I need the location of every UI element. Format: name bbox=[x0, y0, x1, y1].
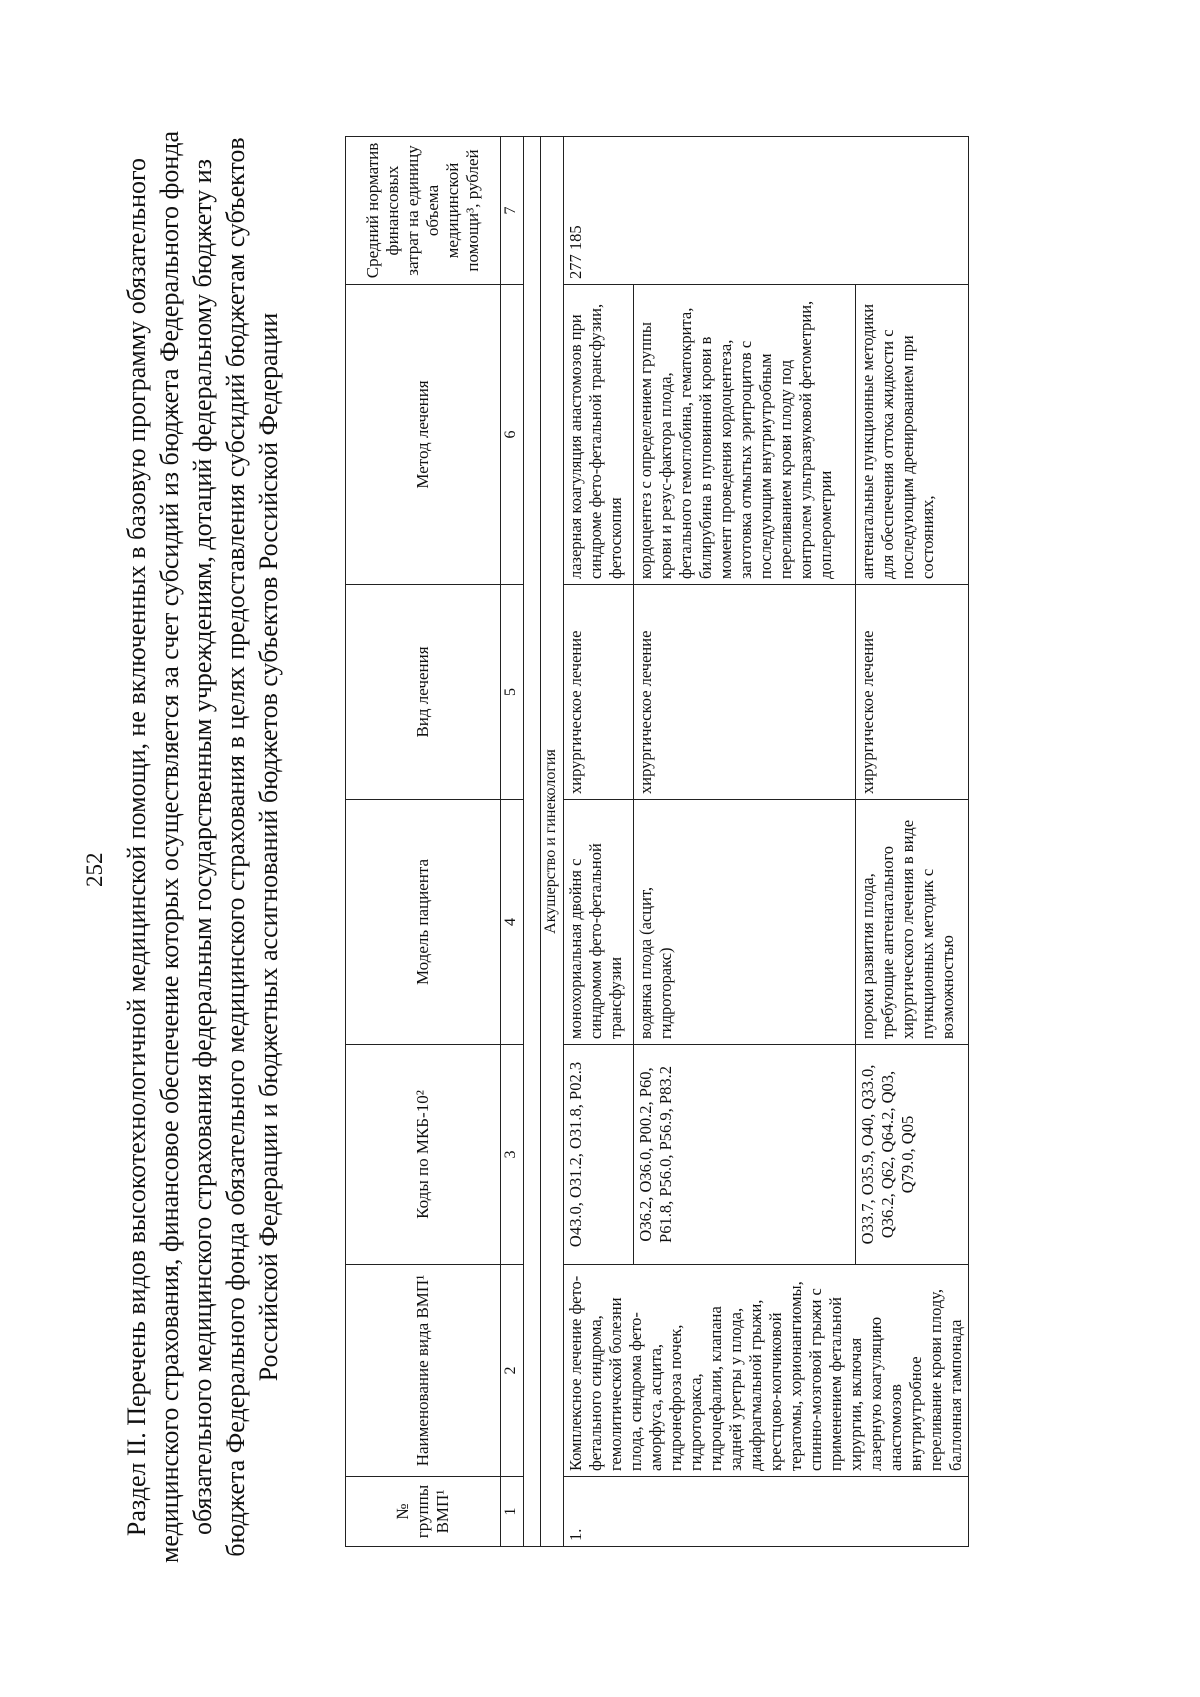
vmp-table bbox=[345, 136, 969, 1547]
column-number: 5 bbox=[501, 585, 524, 800]
column-number: 1 bbox=[501, 1477, 524, 1547]
column-number: 6 bbox=[501, 285, 524, 585]
treatment-method: кордоцентез с определением группы крови и резус-фактора плода, фетального гемоглобина, гематокрита, билирубина в пуповинной крови в момент проведения кордоцентеза, заготовка отмытых эритроцитов с последующим внутриутробным переливанием крови плоду под контролем ультразвуковой фетометрии, доплерометрии bbox=[634, 285, 855, 585]
column-number-row bbox=[501, 137, 524, 1547]
treatment-type: хирургическое лечение bbox=[634, 585, 855, 800]
treatment-type: хирургическое лечение bbox=[855, 585, 968, 800]
page-number: 252 bbox=[82, 852, 107, 887]
header-treatment-type: Вид лечения bbox=[346, 585, 501, 800]
icd-codes: O43.0, O31.2, O31.8, P02.3 bbox=[564, 1045, 634, 1265]
column-number: 3 bbox=[501, 1045, 524, 1265]
treatment-method: антенатальные пункционные методики для обеспечения оттока жидкости с последующим дренированием при состояниях, bbox=[855, 285, 968, 585]
patient-model: пороки развития плода, требующие антенатального хирургического лечения в виде пункционных методик с возможностью bbox=[855, 800, 968, 1045]
header-cost: Средний норматив финансовых затрат на единицу объема медицинской помощи³, рублей bbox=[346, 137, 501, 285]
table-row bbox=[564, 137, 634, 1547]
column-number: 7 bbox=[501, 137, 524, 285]
header-vmp-name: Наименование вида ВМП¹ bbox=[346, 1265, 501, 1477]
column-number: 4 bbox=[501, 800, 524, 1045]
header-treatment-method: Метод лечения bbox=[346, 285, 501, 585]
header-icd-codes: Коды по МКБ-10² bbox=[346, 1045, 501, 1265]
header-row bbox=[346, 137, 501, 1547]
group-number: 1. bbox=[564, 1477, 969, 1547]
vmp-name: Комплексное лечение фето-фетального синдрома, гемолитической болезни плода, синдрома фето-аморфуса, асцита, гидронефроза почек, гидроторакса, гидроцефалии, клапана задней уретры у плода, диафрагмальной грыжи, крестцово-копчиковой тератомы, хорионангиомы, спинно-мозговой грыжи с применением фетальной хирургии, включая лазерную коагуляцию анастомозов внутриутробное переливание крови плоду, баллонная тампонада bbox=[564, 1265, 969, 1477]
header-patient-model: Модель пациента bbox=[346, 800, 501, 1045]
patient-model: водянка плода (асцит, гидроторакс) bbox=[634, 800, 855, 1045]
section-title: Раздел II. Перечень видов высокотехнологичной медицинской помощи, не включенных в базовую программу обязательного медицинского страхования, финансовое обеспечение которых осуществляется за счет субсидий из бюджета Федерального фонда обязательного медицинского страхования федеральным государственным учреждениям, дотаций федеральному бюджету из бюджета Федерального фонда обязательного медицинского страхования в целях предоставления субсидий бюджетам субъектов Российской Федерации и бюджетных ассигнований бюджетов субъектов Российской Федерации bbox=[122, 130, 283, 1564]
section-heading: Акушерство и гинекология bbox=[541, 137, 564, 1547]
spacer-row bbox=[524, 137, 541, 1547]
section-row bbox=[541, 137, 564, 1547]
icd-codes: O33.7, O35.9, O40, Q33.0, Q36.2, Q62, Q64.2, Q03, Q79.0, Q05 bbox=[855, 1045, 968, 1265]
patient-model: монохориальная двойня с синдромом фето-фетальной трансфузии bbox=[564, 800, 634, 1045]
header-group-number: № группы ВМП¹ bbox=[346, 1477, 501, 1547]
spacer-cell bbox=[524, 137, 541, 1547]
treatment-method: лазерная коагуляция анастомозов при синдроме фето-фетальной трансфузии, фетоскопия bbox=[564, 285, 634, 585]
column-number: 2 bbox=[501, 1265, 524, 1477]
cost-value: 277 185 bbox=[564, 137, 969, 285]
treatment-type: хирургическое лечение bbox=[564, 585, 634, 800]
icd-codes: O36.2, O36.0, P00.2, P60, P61.8, P56.0, P56.9, P83.2 bbox=[634, 1045, 855, 1265]
